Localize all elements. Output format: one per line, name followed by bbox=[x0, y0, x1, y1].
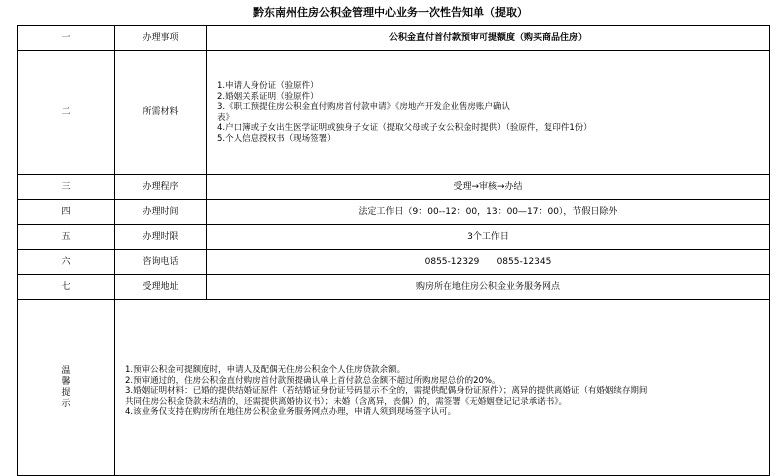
material-item: 5.个人信息授权书（现场签署） bbox=[217, 133, 336, 144]
tips-label: 温馨提示 bbox=[61, 365, 71, 409]
tips-list bbox=[115, 300, 770, 476]
row-label: 办理事项 bbox=[115, 26, 207, 51]
table-row-hours bbox=[18, 200, 770, 225]
business-item-value: 公积金直付首付款预审可提额度（购买商品住房） bbox=[207, 26, 770, 51]
tips-label-cell bbox=[18, 300, 115, 476]
row-index: 三 bbox=[18, 175, 115, 200]
material-item: 4.户口簿或子女出生医学证明或独身子女证（提取父母或子女公积金时提供）（验原件，复印件1份） bbox=[217, 123, 592, 133]
row-index: 四 bbox=[18, 200, 115, 225]
row-label: 办理时限 bbox=[115, 225, 207, 250]
tip-item: 3.婚姻证明材料：已婚的提供结婚证原件（若结婚证身份证号码显示不全的，需提供配偶身份证原件）；离异的提供离婚证（有婚姻续存期间 bbox=[125, 386, 648, 397]
material-item: 3.《职工预提住房公积金直付购房首付款申请》《房地产开发企业售房账户确认 bbox=[217, 102, 510, 112]
address-value: 购房所在地住房公积金业务服务网点 bbox=[207, 275, 770, 300]
table-row-materials bbox=[18, 51, 770, 175]
material-item: 1.申请人身份证（验原件） bbox=[217, 81, 319, 91]
table-row-item bbox=[18, 26, 770, 51]
phone-value: 0855-12329 0855-12345 bbox=[207, 250, 770, 275]
document-title: 黔东南州住房公积金管理中心业务一次性告知单（提取） bbox=[253, 6, 528, 19]
tip-item: 2.预审通过的，住房公积金直付购房首付款预提确认单上首付款总金额不超过所购房屋总价的20%。 bbox=[125, 375, 501, 386]
table-row-procedure bbox=[18, 175, 770, 200]
row-label: 受理地址 bbox=[115, 275, 207, 300]
tip-item: 1.预审公积金可提额度时，申请人及配偶无住房公积金个人住房贷款余额。 bbox=[125, 365, 406, 376]
row-label: 所需材料 bbox=[115, 51, 207, 175]
row-index: 二 bbox=[18, 51, 115, 175]
table-row-tips bbox=[18, 300, 770, 476]
table-row-address bbox=[18, 275, 770, 300]
time-limit-value: 3个工作日 bbox=[207, 225, 770, 250]
row-index: 七 bbox=[18, 275, 115, 300]
row-index: 一 bbox=[18, 26, 115, 51]
table-row-phone bbox=[18, 250, 770, 275]
material-item: 表》 bbox=[217, 112, 235, 123]
row-label: 办理时间 bbox=[115, 200, 207, 225]
materials-list bbox=[207, 51, 770, 175]
row-index: 六 bbox=[18, 250, 115, 275]
row-index: 五 bbox=[18, 225, 115, 250]
notice-table bbox=[17, 25, 770, 476]
material-item: 2.婚姻关系证明（验原件） bbox=[217, 91, 319, 102]
row-label: 咨询电话 bbox=[115, 250, 207, 275]
row-label: 办理程序 bbox=[115, 175, 207, 200]
table-row-time-limit bbox=[18, 225, 770, 250]
procedure-value: 受理→审核→办结 bbox=[207, 175, 770, 200]
hours-value: 法定工作日（9：00--12：00，13：00—17：00），节假日除外 bbox=[207, 200, 770, 225]
tip-item: 共同住房公积金贷款未结清的，还需提供离婚协议书）；未婚（含离异，丧偶）的，需签署《无婚姻登记记录承诺书》。 bbox=[125, 396, 568, 407]
tip-item: 4.该业务仅支持在购房所在地住房公积金业务服务网点办理，申请人须到现场签字认可。 bbox=[125, 407, 457, 418]
